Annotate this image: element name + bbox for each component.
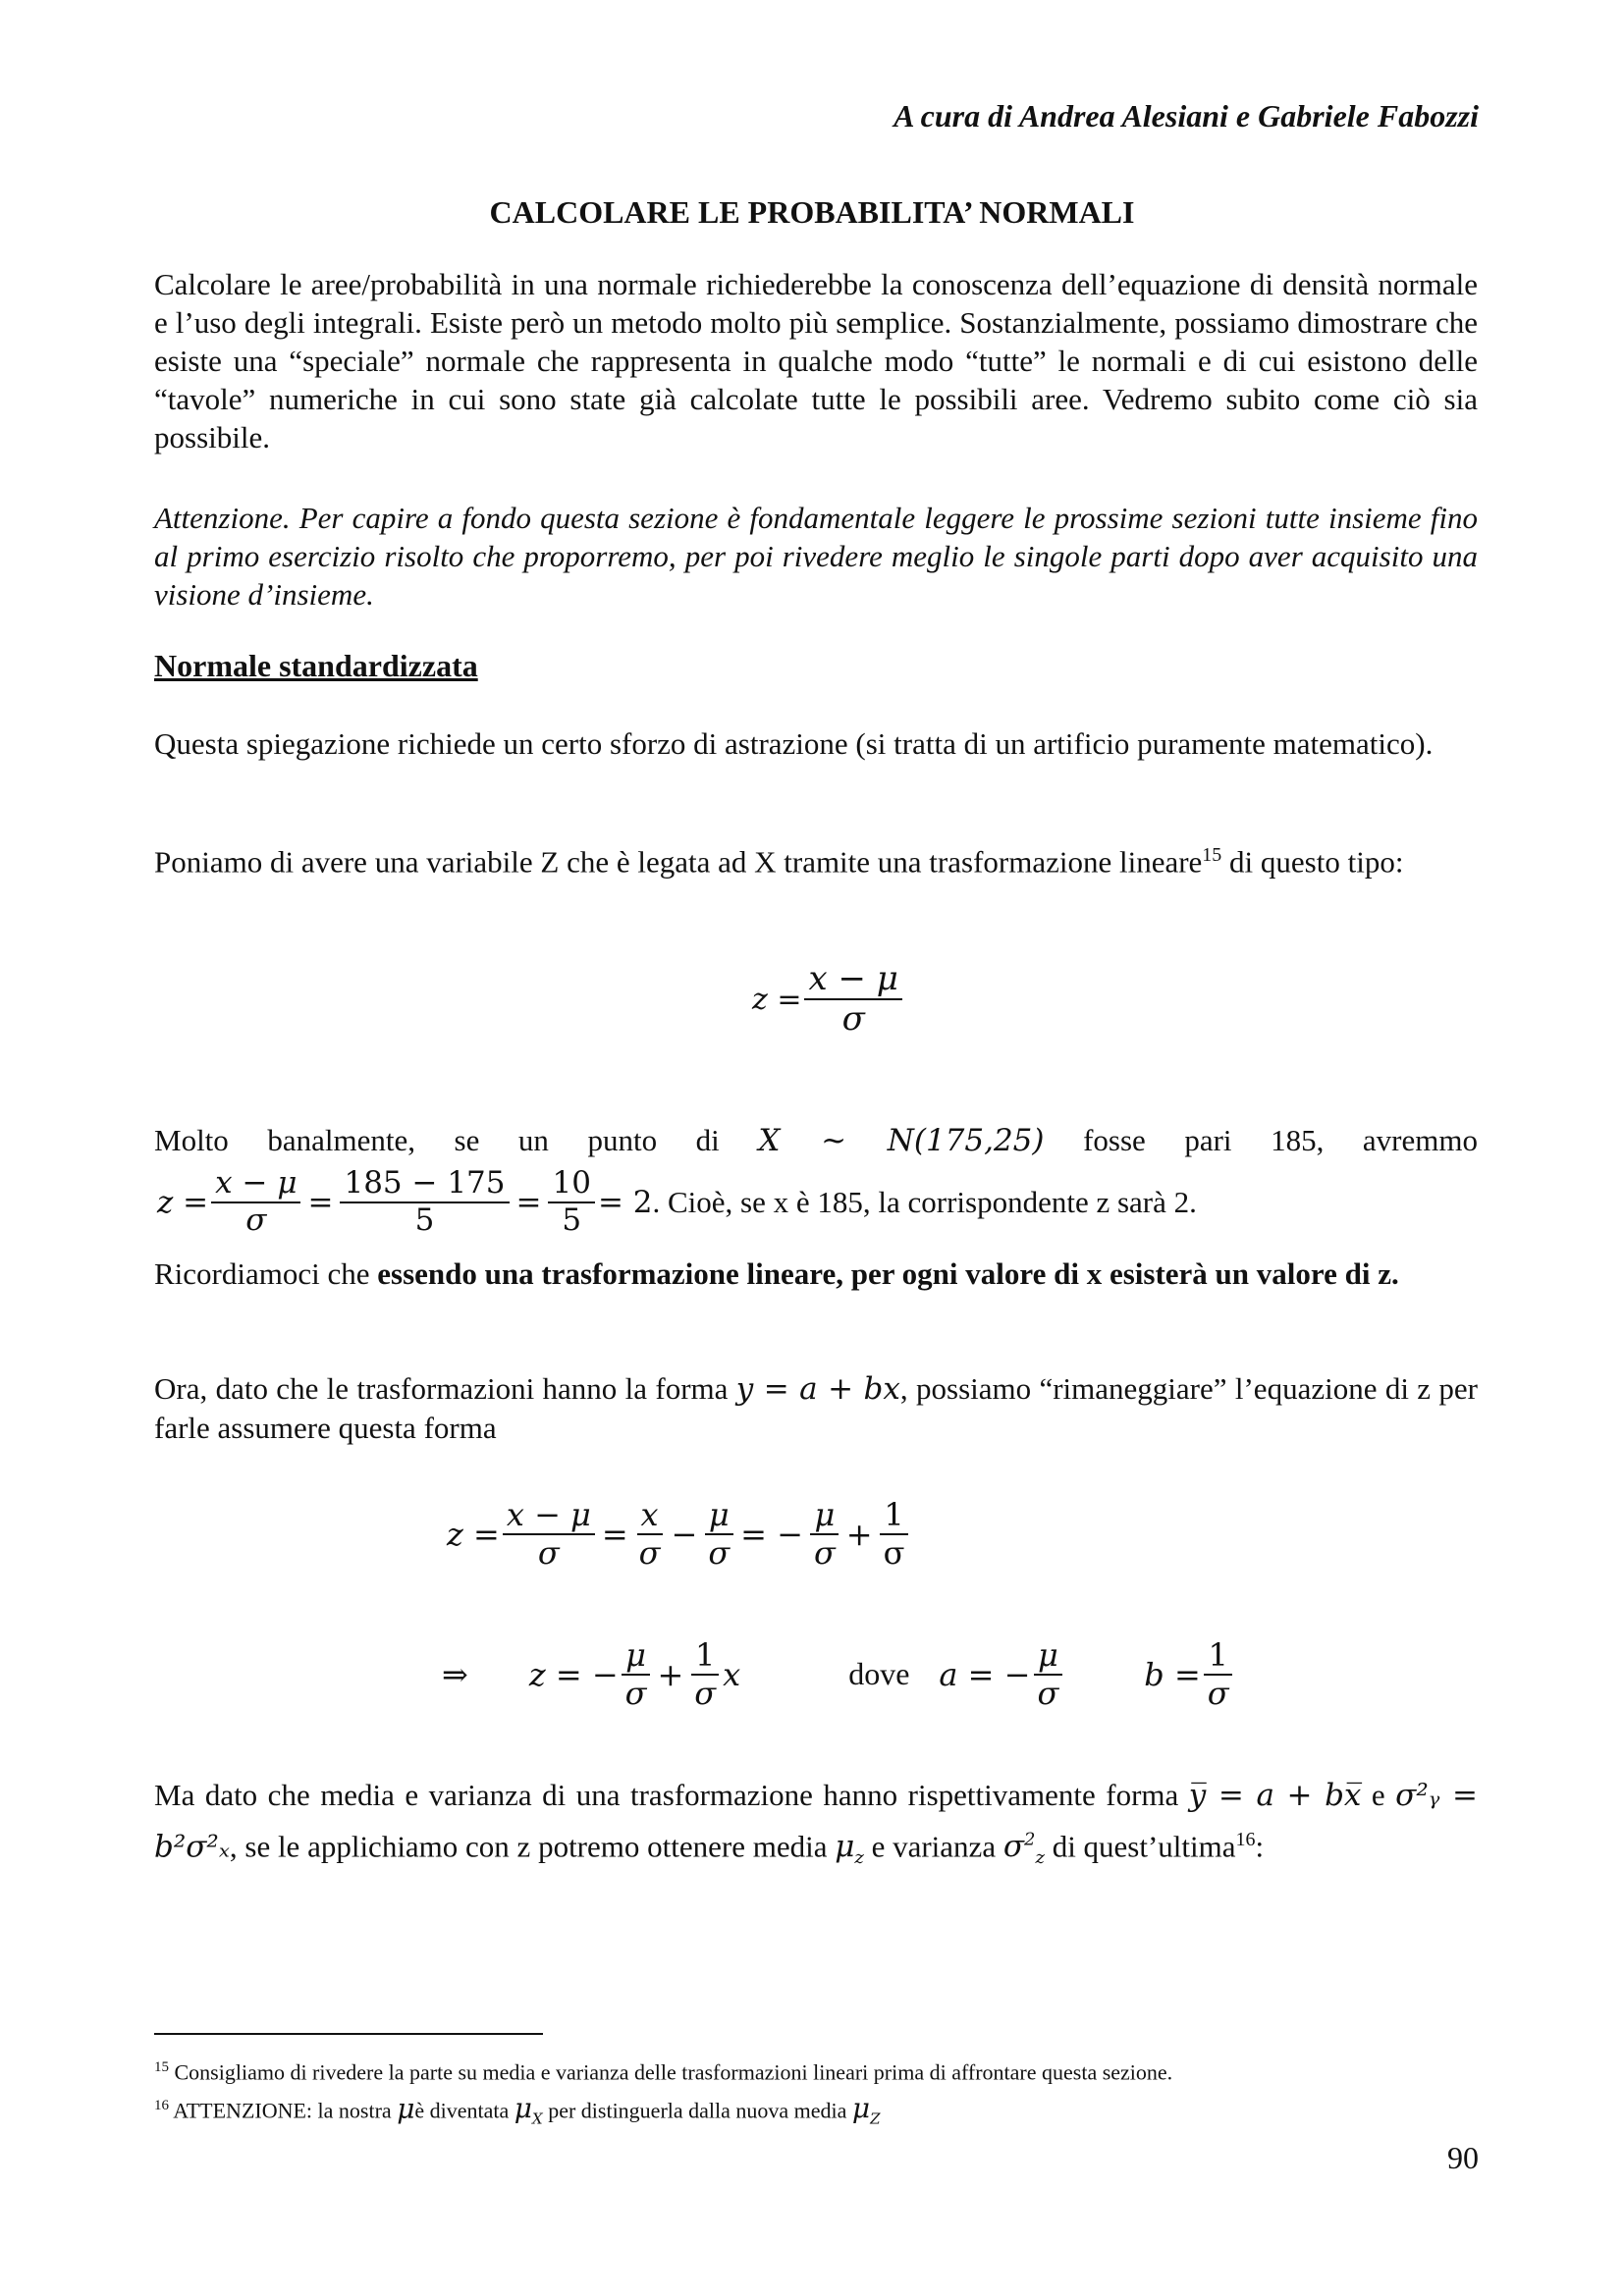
page-number: 90 — [1447, 2140, 1479, 2175]
equation-expansion — [447, 1497, 911, 1572]
footnote-number: 16 — [154, 2098, 169, 2113]
fraction — [1204, 1637, 1233, 1712]
equation-example — [157, 1166, 1197, 1238]
footnote-divider — [154, 2033, 543, 2035]
equation-coefficients — [442, 1637, 1236, 1712]
denominator: 5 — [562, 1201, 582, 1238]
section-title: Normale standardizzata — [154, 648, 478, 683]
fraction — [548, 1166, 594, 1238]
denominator: 5 — [414, 1201, 435, 1238]
mu-symbol: μ — [514, 2092, 532, 2125]
inline-equation: y = a + bx — [735, 1371, 900, 1407]
denominator: σ — [813, 1533, 836, 1572]
denominator: σ — [245, 1201, 267, 1238]
fraction — [503, 1497, 595, 1572]
sigma-symbol: σ — [1002, 1829, 1024, 1865]
footnote-number: 15 — [154, 2059, 169, 2075]
footnote-text: Consigliamo di rivedere la parte su media e varianza delle trasformazioni lineari prima di affrontare questa sezione. — [174, 2059, 1173, 2085]
text: Molto banalmente, se un punto di — [154, 1123, 759, 1157]
denominator: σ — [638, 1533, 661, 1572]
text: , possiamo “rimaneggiare” l’equazione di z per farle assumere questa forma — [154, 1371, 1478, 1445]
numerator: 10 — [548, 1166, 594, 1203]
equation-z-definition — [752, 960, 905, 1039]
page-title: CALCOLARE LE PROBABILITA’ NORMALI — [489, 194, 1135, 230]
subscript: X — [532, 2109, 543, 2128]
equals: = — [515, 1184, 542, 1220]
paragraph-linear-transform — [154, 836, 1478, 881]
fraction — [622, 1637, 651, 1712]
plus: + — [845, 1515, 873, 1553]
implies-arrow: ⇒ — [442, 1655, 468, 1693]
denominator: σ — [1037, 1674, 1059, 1712]
denominator: σ — [1207, 1674, 1229, 1712]
denominator: σ — [883, 1533, 905, 1572]
mu-symbol: μ — [851, 2092, 871, 2125]
text: : — [1255, 1829, 1265, 1864]
subscript: Z — [870, 2109, 881, 2128]
dove-label: dove — [848, 1656, 910, 1692]
numerator: μ — [622, 1637, 650, 1676]
eq-lhs: z = — [447, 1515, 500, 1553]
mu-symbol: μ — [835, 1829, 855, 1865]
footnote-ref-16: 16 — [1235, 1829, 1256, 1850]
numerator: 1 — [691, 1637, 719, 1676]
text: per distinguerla dalla nuova media — [542, 2098, 852, 2123]
sigma-z — [1002, 1829, 1045, 1869]
equals: = — [601, 1515, 628, 1553]
fraction — [340, 1166, 509, 1238]
numerator: x − μ — [211, 1166, 300, 1203]
result: = 2 — [597, 1184, 653, 1220]
plus: + — [657, 1655, 684, 1693]
denominator: σ — [624, 1674, 647, 1712]
fraction — [810, 1497, 839, 1572]
numerator: x − μ — [804, 960, 901, 1000]
numerator: μ — [810, 1497, 839, 1535]
mu-x — [514, 2092, 543, 2128]
numerator: μ — [1034, 1637, 1062, 1676]
inline-equation-variance: σ²ᵧ = b²σ²ₓ — [154, 1778, 1479, 1865]
distribution: X ~ N(175,25) — [758, 1123, 1045, 1158]
equals-minus: = − — [740, 1515, 803, 1553]
text: di questo tipo: — [1221, 844, 1404, 880]
fraction — [690, 1637, 720, 1712]
text: e varianza — [863, 1829, 1003, 1864]
mu-z — [851, 2092, 881, 2128]
variable-x: x — [723, 1655, 741, 1693]
equals: = — [307, 1184, 334, 1220]
footnote-ref-15: 15 — [1202, 844, 1222, 866]
text: Ricordiamoci che — [154, 1256, 378, 1291]
paragraph-mean-variance — [154, 1773, 1478, 1881]
eq-lhs: z = — [157, 1184, 209, 1220]
mu-symbol: μ — [397, 2092, 415, 2125]
b-lhs: b = — [1144, 1655, 1201, 1693]
paragraph-transform-form — [154, 1369, 1478, 1447]
numerator: 185 − 175 — [340, 1166, 509, 1203]
text: ATTENZIONE: la nostra — [173, 2098, 398, 2123]
fraction — [211, 1166, 300, 1238]
eq-lhs: z = − — [528, 1655, 619, 1693]
text: Ma dato che media e varianza di una trasformazione hanno rispettivamente forma — [154, 1778, 1189, 1812]
bold-text: essendo una trasformazione lineare, per ogni valore di x esisterà un valore di z. — [377, 1256, 1399, 1291]
fraction — [880, 1497, 909, 1572]
fraction — [635, 1497, 665, 1572]
numerator: 1 — [880, 1497, 907, 1535]
superscript: 2 — [1024, 1830, 1036, 1850]
numerator: x — [637, 1497, 663, 1535]
numerator: x − μ — [503, 1497, 595, 1535]
eq-lhs: z = — [752, 982, 802, 1017]
footnote-15 — [154, 2054, 1172, 2086]
fraction — [1033, 1637, 1062, 1712]
text: , se le applichiamo con z potremo ottenere media — [229, 1829, 836, 1864]
text: di quest’ultima — [1044, 1829, 1236, 1864]
inline-equation-mean: y̅ = a + bx̅ — [1188, 1778, 1362, 1813]
paragraph-example — [154, 1121, 1478, 1160]
numerator: 1 — [1204, 1637, 1231, 1676]
attention-paragraph: Attenzione. Per capire a fondo questa sezione è fondamentale leggere le prossime sezioni tutte insieme fino al primo esercizio risolto che proporremo, per poi rivedere meglio le singole parti dopo aver acquisito una visione d’insieme. — [154, 501, 1478, 612]
paragraph-reminder — [154, 1255, 1478, 1293]
intro-paragraph: Calcolare le aree/probabilità in una normale richiederebbe la conoscenza dell’equazione di densità normale e l’uso degli integrali. Esiste però un metodo molto più semplice. Sostanzialmente, possiamo dimostrare che esiste una “speciale” normale che rappresenta in qualche modo “tutte” le normali e di cui esistono delle “tavole” numeriche in cui sono state già calcolate tutte le possibili aree. Vedremo subito come ciò sia possibile. — [154, 267, 1478, 454]
mu-z — [835, 1829, 864, 1869]
denominator: σ — [694, 1674, 717, 1712]
paragraph-abstraction: Questa spiegazione richiede un certo sforzo di astrazione (si tratta di un artificio puramente matematico). — [154, 726, 1434, 761]
numerator: μ — [705, 1497, 733, 1535]
text: Ora, dato che le trasformazioni hanno la forma — [154, 1371, 736, 1406]
a-lhs: a = − — [939, 1655, 1031, 1693]
denominator: σ — [841, 999, 865, 1040]
text: e — [1361, 1778, 1396, 1812]
text: fosse pari 185, avremmo — [1044, 1123, 1478, 1157]
text: è diventata — [414, 2098, 514, 2123]
denominator: σ — [537, 1533, 560, 1572]
subscript: z — [854, 1847, 864, 1869]
footnote-16 — [154, 2092, 881, 2133]
subscript: z — [1035, 1847, 1045, 1869]
running-header: A cura di Andrea Alesiani e Gabriele Fabozzi — [893, 98, 1479, 133]
minus: − — [671, 1515, 698, 1553]
fraction — [804, 960, 901, 1039]
denominator: σ — [708, 1533, 731, 1572]
text: . Cioè, se x è 185, la corrispondente z sarà 2. — [652, 1184, 1197, 1219]
fraction — [704, 1497, 733, 1572]
text: Poniamo di avere una variabile Z che è legata ad X tramite una trasformazione lineare — [154, 844, 1203, 880]
